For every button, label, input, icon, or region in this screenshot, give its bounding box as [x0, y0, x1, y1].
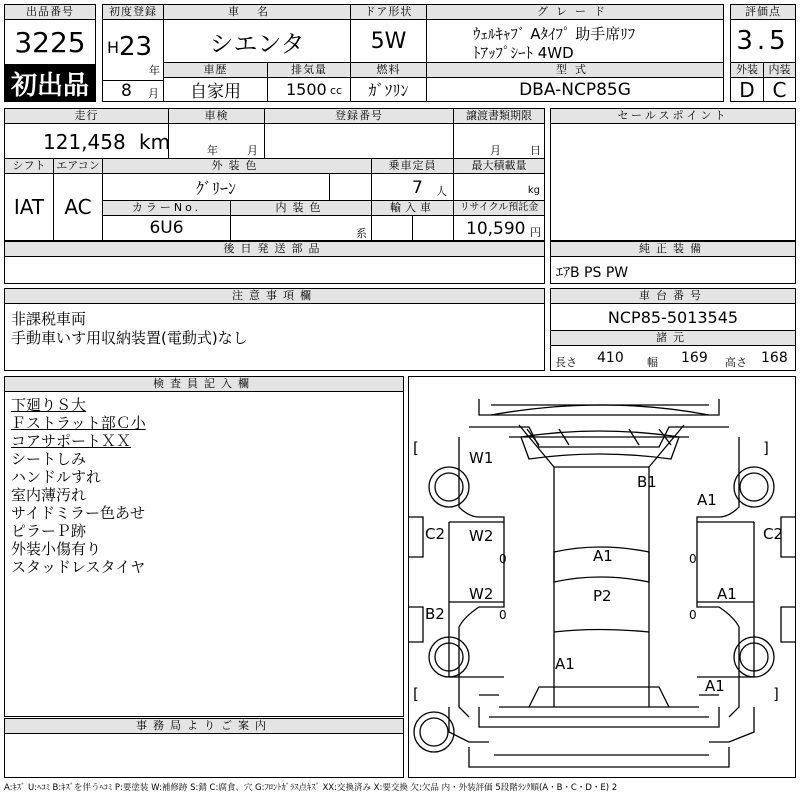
inspection-year: 年	[207, 144, 218, 157]
reg-month: 8	[121, 81, 132, 101]
later-parts	[4, 256, 545, 284]
grade-line-2: ﾄｱｯﾌﾟｼｰﾄ 4WD	[473, 44, 574, 62]
seats-unit: 人	[436, 185, 447, 198]
mark-zero-c: 0	[499, 608, 507, 622]
length-label: 長さ	[555, 356, 577, 369]
displacement-unit: cc	[330, 84, 343, 97]
dims-label: 諸元	[550, 330, 796, 346]
seats-label: 乗車定員	[371, 158, 454, 174]
max-load-label: 最大積載量	[453, 158, 545, 174]
interior-color	[230, 215, 372, 241]
inspector-notes	[4, 391, 404, 717]
mark-b1: B1	[637, 473, 657, 491]
mark-zero-d: 0	[689, 608, 697, 622]
door-type: 5W	[350, 19, 427, 63]
fuel-label: 燃料	[350, 62, 427, 78]
mark-b2: B2	[425, 605, 445, 623]
mark-zero-a: 0	[499, 552, 507, 566]
height-label: 高さ	[725, 356, 747, 369]
seats-value: 7	[412, 178, 423, 198]
transfer-deadline	[453, 123, 545, 159]
shift: IAT	[4, 173, 54, 241]
shift-label: シフト	[4, 158, 54, 174]
inspection-month: 月	[247, 144, 258, 157]
inspector-line: ピラーＰ跡	[11, 522, 87, 540]
recycle-label: リサイクル預託金	[453, 200, 545, 216]
exterior-color-label: 外装色	[102, 158, 372, 174]
mark-a1-rear-corner: A1	[705, 677, 725, 695]
max-load	[453, 173, 545, 201]
inspector-label: 検査員記入欄	[4, 376, 404, 392]
month-unit: 月	[148, 87, 159, 100]
car-name-label: 車名	[163, 4, 351, 20]
equipment-value: ｴｱB PS PW	[556, 265, 629, 281]
exterior-grade-label: 外装	[730, 62, 764, 78]
history-label: 車歴	[163, 62, 268, 78]
first-registration-year	[102, 19, 164, 81]
lot-number-label: 出品番号	[4, 4, 96, 20]
year-unit: 年	[149, 64, 160, 77]
fuel: ｶﾞｿﾘﾝ	[350, 77, 427, 102]
grade	[426, 19, 724, 63]
first-registration-month	[102, 80, 164, 102]
mark-zero-b: 0	[689, 552, 697, 566]
caution-box	[4, 303, 545, 371]
later-parts-label: 後日発送部品	[4, 241, 545, 257]
dimensions	[550, 345, 796, 371]
mark-p2: P2	[593, 587, 612, 605]
mileage-value: 121,458	[43, 130, 126, 154]
chassis-number: NCP85-5013545	[550, 303, 796, 331]
score-label: 評価点	[730, 4, 796, 20]
mileage	[4, 123, 169, 159]
grade-line-1: ｳｪﾙｷｬﾌﾞ Aﾀｲﾌﾟ 助手席ﾘﾌ	[473, 25, 636, 43]
equipment-label: 純正装備	[550, 241, 796, 257]
mark-a1-right-front: A1	[697, 491, 717, 509]
mark-w2-left-upper: W2	[469, 527, 494, 545]
inspection	[168, 123, 265, 159]
chassis-label: 車台番号	[550, 288, 796, 304]
mileage-unit: km	[139, 130, 171, 154]
color-number: 6U6	[102, 215, 231, 241]
inspector-line: ハンドルすれ	[11, 468, 102, 486]
history: 自家用	[163, 77, 268, 102]
width-label: 幅	[647, 356, 658, 369]
plate-number	[264, 123, 454, 159]
grade-label: グレード	[426, 4, 724, 20]
recycle-unit: 円	[530, 226, 541, 239]
import-label: 輸入車	[371, 200, 454, 216]
ac-label: エアコン	[53, 158, 103, 174]
inspector-line: スタッドレスタイヤ	[11, 558, 146, 576]
seats	[371, 173, 454, 201]
displacement	[267, 77, 351, 102]
caution-label: 注意事項欄	[4, 288, 545, 304]
interior-grade: C	[763, 77, 796, 102]
legend: A:ｷｽﾞ U:ﾍｺﾐ B:ｷｽﾞを伴うﾍｺﾐ P:要塗装 W:補修跡 S:錆 C:腐食、穴 G:ﾌﾛﾝﾄｶﾞﾗｽ点ｷｽﾞ XX:交換済み X:要交換 欠:欠品 内・外装評価 5段階ﾗﾝｸ順(A・B・C・D・E) 2	[4, 783, 618, 793]
import-a	[371, 215, 413, 241]
recycle-fee	[453, 215, 545, 241]
era: H	[107, 38, 120, 57]
inspector-line: 下廻りＳ大	[11, 396, 87, 414]
mark-a1-roof: A1	[593, 547, 613, 565]
car-diagram-svg	[409, 377, 795, 777]
interior-color-unit: 系	[356, 227, 367, 240]
door-type-label: ドア形状	[350, 4, 427, 20]
transfer-day: 日	[530, 144, 541, 157]
lot-number: 3225	[4, 19, 96, 65]
displacement-value: 1500	[286, 80, 327, 99]
interior-grade-label: 内装	[763, 62, 796, 78]
mark-a1-right-rear: A1	[717, 585, 737, 603]
inspection-label: 車検	[168, 108, 265, 124]
model-code: DBA-NCP85G	[426, 77, 724, 102]
exterior-color: ｸﾞﾘｰﾝ	[102, 173, 330, 201]
vehicle-diagram	[408, 376, 796, 778]
plate-label: 登録番号	[264, 108, 454, 124]
inspector-line: サイドミラー色あせ	[11, 504, 145, 522]
inspector-line: Ｆストラット部Ｃ小	[11, 414, 146, 432]
equipment	[550, 256, 796, 284]
exterior-grade: D	[730, 77, 764, 102]
inspector-line: 室内薄汚れ	[11, 486, 87, 504]
ac: AC	[53, 173, 103, 241]
office-notice	[4, 733, 404, 778]
color-number-label: カラーNo.	[102, 200, 231, 216]
max-load-unit: kg	[527, 185, 540, 196]
mark-w2-left-lower: W2	[469, 585, 494, 603]
mark-c2-right: C2	[763, 525, 784, 543]
car-name: シエンタ	[163, 19, 351, 63]
model-label: 型式	[426, 62, 724, 78]
mark-w1: W1	[469, 449, 494, 467]
inspector-line: シートしみ	[11, 450, 87, 468]
sales-point-label: セールスポイント	[550, 108, 796, 124]
width-value: 169	[681, 350, 708, 366]
import-b	[412, 215, 454, 241]
displacement-label: 排気量	[267, 62, 351, 78]
sales-point	[550, 123, 796, 241]
score: 3.5	[730, 19, 796, 63]
exterior-color-extra	[329, 173, 372, 201]
transfer-month: 月	[490, 144, 501, 157]
transfer-deadline-label: 譲渡書類期限	[453, 108, 545, 124]
bracket-tl: [	[413, 439, 419, 457]
height-value: 168	[761, 350, 788, 366]
recycle-value: 10,590	[466, 219, 526, 239]
mark-a1-rear: A1	[555, 655, 575, 673]
office-label: 事務局よりご案内	[4, 718, 404, 734]
inspector-line: 外装小傷有り	[11, 540, 102, 558]
first-registration-label: 初度登録	[102, 4, 164, 20]
mileage-label: 走行	[4, 108, 169, 124]
first-listing-badge: 初出品	[4, 64, 96, 102]
inspector-line: コアサポートＸＸ	[11, 432, 132, 450]
interior-color-label: 内装色	[230, 200, 372, 216]
reg-year: 23	[119, 32, 153, 62]
caution-line-1: 非課税車両	[11, 310, 87, 328]
caution-line-2: 手動車いす用収納装置(電動式)なし	[11, 329, 248, 347]
bracket-br: ]	[773, 685, 779, 703]
bracket-tr: ]	[763, 439, 769, 457]
bracket-bl: [	[413, 685, 419, 703]
mark-c2-left: C2	[425, 525, 446, 543]
length-value: 410	[597, 350, 624, 366]
